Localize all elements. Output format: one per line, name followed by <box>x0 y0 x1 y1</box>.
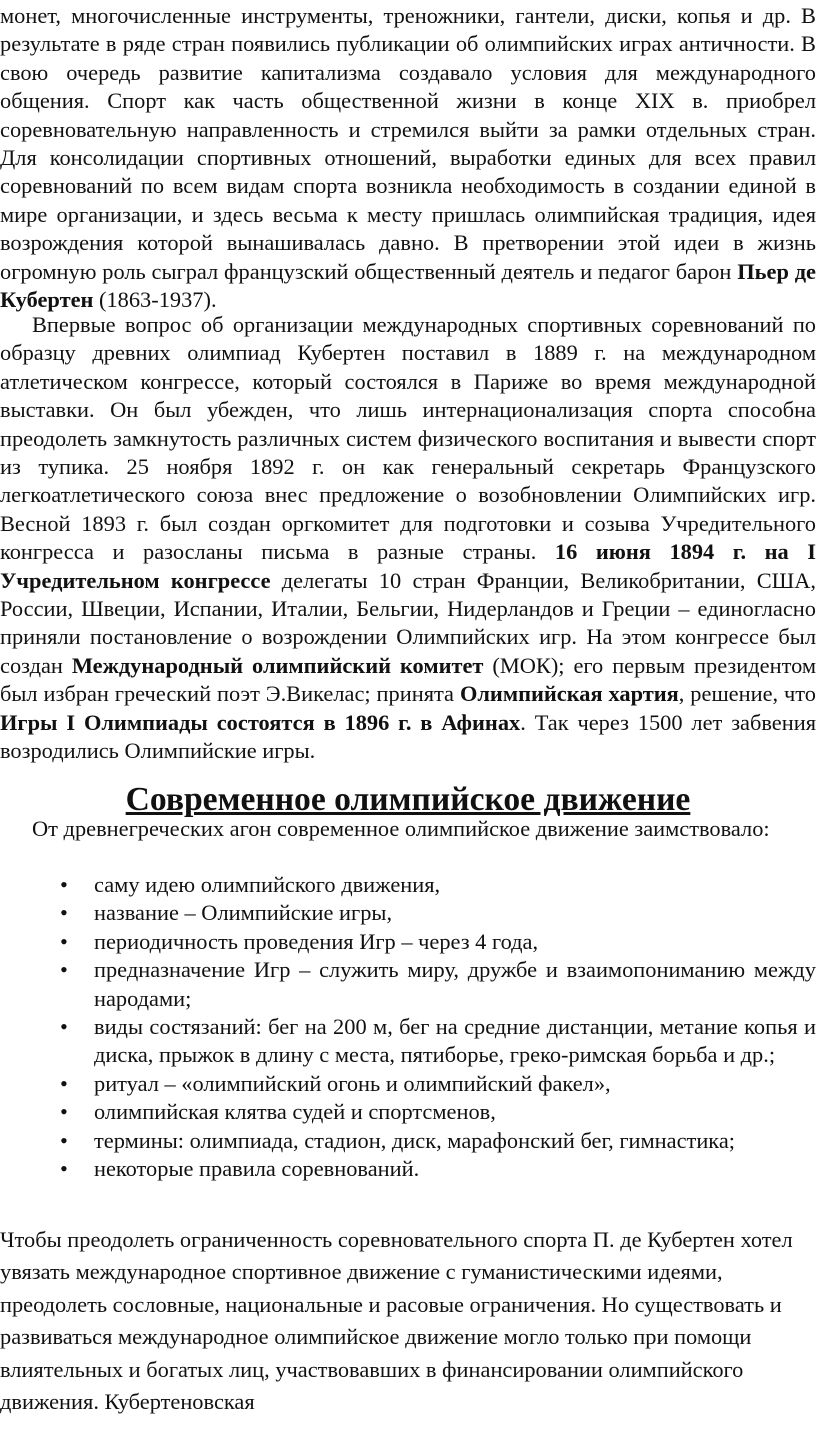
revival-text-4: , решение, что <box>678 681 816 707</box>
paragraph-intro-text: монет, многочисленные инструменты, треножники, гантели, диски, копья и др. В результате в ряде стран появились публикации об олимпийских играх античности. В свою очередь развитие капитализма создавало условия для международного общения. Спорт как часть общественной жизни в конце XIX в. приобрел соревновательную направленность и стремился выйти за рамки отдельных стран. Для консолидации спортивных отношений, выработки единых для всех правил соревнований по всем видам спорта возникла необходимость в создании единой в мире организации, и здесь весьма к месту пришлась олимпийская традиция, идея возрождения которой вынашивалась давно. В претворении этой идеи в жизнь огромную роль сыграл французский общественный деятель и педагог барон <box>0 3 816 284</box>
revival-text-2: делегаты 10 стран Франции, Великобритании, США, России, Швеции, Испании, Италии, Бельгии, Нидерландов и Греции – единогласно приняли постановление о возрождении Олимпийских игр. На этом конгрессе был создан <box>0 567 816 678</box>
borrowed-elements-list <box>0 871 816 1183</box>
revival-text-1: Впервые вопрос об организации международных спортивных соревнований по образцу древних олимпиад Кубертен поставил в 1889 г. на международном атлетическом конгрессе, который состоялся в Париже во время международной выставки. Он был убежден, что лишь интернационализация спорта способна преодолеть замкнутость различных систем физического воспитания и вывести спорт из тупика. 25 ноября 1892 г. он как генеральный секретарь Французского легкоатлетического союза внес предложение о возобновлении Олимпийских игр. Весной 1893 г. был создан оргкомитет для подготовки и созыва Учредительного конгресса и разосланы письма в разные страны. <box>0 312 816 565</box>
paragraph-revival <box>0 311 816 766</box>
bullet-icon: • <box>60 957 68 983</box>
bullet-icon: • <box>60 928 68 954</box>
list-item <box>0 1098 816 1126</box>
congress-date: 16 июня 1894 г. на I Учредительном конгрессе <box>0 539 816 593</box>
coubertin-years: (1863-1937). <box>93 287 217 313</box>
bullet-icon: • <box>60 872 68 897</box>
bullet-icon: • <box>60 1156 68 1182</box>
list-item-text: ритуал – «олимпийский огонь и олимпийский факел», <box>94 1070 611 1096</box>
list-item-text: периодичность проведения Игр – через 4 года, <box>94 928 539 954</box>
paragraph-borrowed-intro: От древнегреческих агон современное олимпийское движение заимствовало: <box>32 816 770 841</box>
list-item-text: название – Олимпийские игры, <box>94 900 393 926</box>
olympic-charter: Олимпийская хартия <box>459 681 679 707</box>
list-item <box>0 1070 816 1098</box>
coubertin-name: Пьер де Кубертен <box>0 258 816 313</box>
revival-text-3: (МОК); его первым президентом был избран греческий поэт Э.Викелас; принята <box>0 652 816 707</box>
list-item <box>0 1013 816 1070</box>
list-item <box>0 956 816 1013</box>
list-item <box>0 928 816 956</box>
bullet-icon: • <box>60 1070 68 1096</box>
list-item-text: саму идею олимпийского движения, <box>94 872 441 897</box>
list-item-text: олимпийская клятва судей и спортсменов, <box>94 1099 496 1125</box>
paragraph-coubertin-ideas: Чтобы преодолеть ограниченность соревновательного спорта П. де Кубертен хотел увязать международное спортивное движение с гуманистическими идеями, преодолеть сословные, национальные и расовые ограничения. Но существовать и развиваться международное олимпийское движение могло только при помощи влиятельных и богатых лиц, участвовавших в финансировании олимпийского движения. Кубертеновская <box>0 1227 793 1415</box>
revival-text-5: . Так через 1500 лет забвения возродились Олимпийские игры. <box>0 709 816 764</box>
list-item-text: термины: олимпиада, стадион, диск, марафонский бег, гимнастика; <box>94 1127 735 1153</box>
list-item <box>0 1155 816 1183</box>
list-item-text: виды состязаний: бег на 200 м, бег на средние дистанции, метание копья и диска, прыжок в длину с места, пятиборье, греко-римская борьба и др.; <box>94 1014 816 1068</box>
bullet-icon: • <box>60 1014 68 1040</box>
bullet-icon: • <box>60 900 68 926</box>
list-item <box>0 899 816 927</box>
first-olympiad: Игры I Олимпиады состоятся в 1896 г. в Афинах <box>0 709 521 735</box>
bullet-icon: • <box>60 1099 68 1125</box>
list-item <box>0 871 816 899</box>
bullet-icon: • <box>60 1127 68 1153</box>
list-item-text: предназначение Игр – служить миру, дружбе и взаимопониманию между народами; <box>94 957 816 1011</box>
ioc-name: Международный олимпийский комитет <box>71 652 484 678</box>
section-heading: Современное олимпийское движение <box>125 781 691 818</box>
list-item <box>0 1127 816 1155</box>
paragraph-intro <box>0 2 816 314</box>
list-item-text: некоторые правила соревнований. <box>94 1156 420 1182</box>
